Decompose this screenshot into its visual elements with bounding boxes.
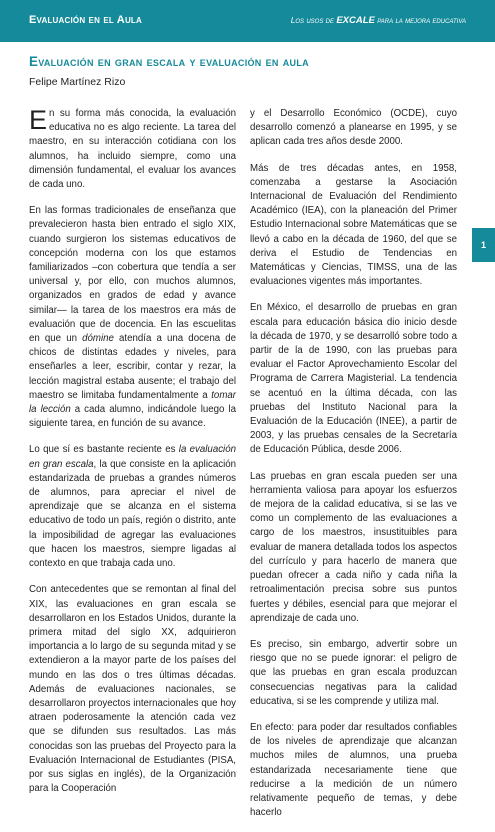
right-text-column	[250, 107, 457, 832]
running-header-right	[291, 15, 466, 26]
paragraph: Es preciso, sin embargo, advertir sobre un riesgo que no se puede ignorar: el peligro de que las pruebas en gran escala produzcan consecuencias negativas para la calidad educativa, si se les comprende y utiliza mal.	[250, 638, 457, 707]
paragraph	[29, 107, 236, 192]
running-header-right-pre: Los usos de	[290, 15, 337, 25]
paragraph	[29, 443, 236, 571]
left-text-column	[29, 107, 236, 808]
running-header-right-post: para la mejora educativa	[374, 15, 466, 25]
emphasis-text: dómine	[82, 333, 114, 345]
emphasis-text: la evaluación en gran escala	[29, 444, 236, 470]
drop-cap: E	[29, 105, 48, 135]
article-title: Evaluación en gran escala y evaluación en aula	[29, 54, 309, 69]
paragraph-text: atendía a una docena de chicos de distintas edades y niveles, para enseñarles a leer, escribir, contar y rezar, la lección magistral estaba ausente; el trabajo del maestro se limitaba fundamentalmente a	[29, 333, 237, 401]
paragraph	[29, 583, 236, 796]
paragraph: En México, el desarrollo de pruebas en gran escala para educación básica dio inicio desde la década de 1970, y se desarrolló sobre todo a partir de la de 1990, con las pruebas para evaluar el Factor Aprovechamiento Escolar del Programa de Carrera Magisterial. La tendencia se acentuó en la última década, con las pruebas del Instituto Nacional para la Evaluación de la Educación (INEE), a partir de 2003, y las pruebas censales de la Secretaría de Educación Pública, desde 2006.	[250, 302, 457, 456]
paragraph: y el Desarrollo Económico (OCDE), cuyo desarrollo comenzó a planearse en 1995, y se aplican cada tres años desde 2000.	[250, 108, 457, 148]
running-header-right-bold: EXCALE	[336, 15, 375, 26]
paragraph: En efecto: para poder dar resultados confiables de los niveles de aprendizaje que alcanzan muchos miles de alumnos, una prueba estandarizada necesariamente tiene que reducirse a la medición de un número relativamente pequeño de temas, y debe hacerlo	[250, 721, 457, 819]
paragraph-text: n su forma más conocida, la evaluación educativa no es algo reciente. La tarea del maestro, en su interacción cotidiana con los alumnos, ha incluido siempre, como una dimensión fundamental, el evaluar los avances de cada uno.	[29, 108, 236, 191]
running-header-left: Evaluación en el Aula	[29, 14, 142, 26]
paragraph-text: En las formas tradicionales de enseñanza que prevalecieron hasta bien entrado el siglo XIX, cuando surgieron los sistemas educativos de concepción moderna con los que estamos familiarizados –con cobertura que tendía a ser universal y, por ello, con muchos alumnos, organizados en grados de edad y avance similar— la tarea de los maestros era más de evaluación que de docencia. En las escuelitas en que un	[29, 205, 236, 345]
section-number: 1	[480, 240, 486, 250]
article-author: Felipe Martínez Rizo	[29, 76, 126, 88]
paragraph: Las pruebas en gran escala pueden ser una herramienta valiosa para apoyar los esfuerzos de mejora de la calidad educativa, si se las ve como un complemento de las evaluaciones a cargo de los maestros, insustituibles para evaluar de manera detallada todos los aspectos del currículo y para hacerlo de manera que puedan ofrecer a cada niño y cada niña la retroalimentación precisa sobre sus puntos fuertes y débiles, esencial para que mejorar el aprendizaje de cada uno.	[250, 470, 457, 624]
paragraph-text: a cada alumno, indicándole luego la siguiente tarea, en función de su avance.	[29, 404, 236, 430]
emphasis-text: tomar la lección	[29, 389, 236, 416]
running-header-bar	[0, 0, 495, 42]
paragraph	[29, 204, 236, 431]
section-side-tab	[472, 228, 495, 262]
paragraph-text: , la que consiste en la aplicación estandarizada de pruebas a grandes números de alumnos, para apreciar el nivel de aprendizaje que se alcanza en el sistema educativo de todo un país, región o distrito, ante la imposibilidad de agregar las evaluaciones que hacen los maestros, siempre ligadas al contexto en que trabaja cada uno.	[29, 458, 236, 570]
paragraph-text: Con antecedentes que se remontan al final del XIX, las evaluaciones en gran escala se desarrollaron en los Estados Unidos, durante la primera mitad del siglo XX, adquirieron importancia a lo largo de su segunda mitad y se extendieron a la mayor parte de los países del mundo en las dos o tres últimas décadas. Además de evaluaciones nacionales, se desarrollaron proyectos internacionales que hoy atraen poderosamente la atención cada vez que se difunden sus resultados. Las más conocidas son las pruebas del Proyecto para la Evaluación Internacional de Estudiantes (PISA, por sus siglas en inglés), de la Organización para la Cooperación	[29, 584, 236, 795]
paragraph-text: Lo que sí es bastante reciente es	[29, 444, 179, 456]
paragraph: Más de tres décadas antes, en 1958, comenzaba a gestarse la Asociación Internacional de Evaluación del Rendimiento Académico (IEA), con la planeación del Primer Estudio Internacional sobre Matemáticas que se llevó a cabo en la década de 1960, del que se deriva el Estudio de Tendencias en Matemáticas y Ciencias, TIMSS, una de las evaluaciones vigentes más importantes.	[250, 162, 457, 288]
